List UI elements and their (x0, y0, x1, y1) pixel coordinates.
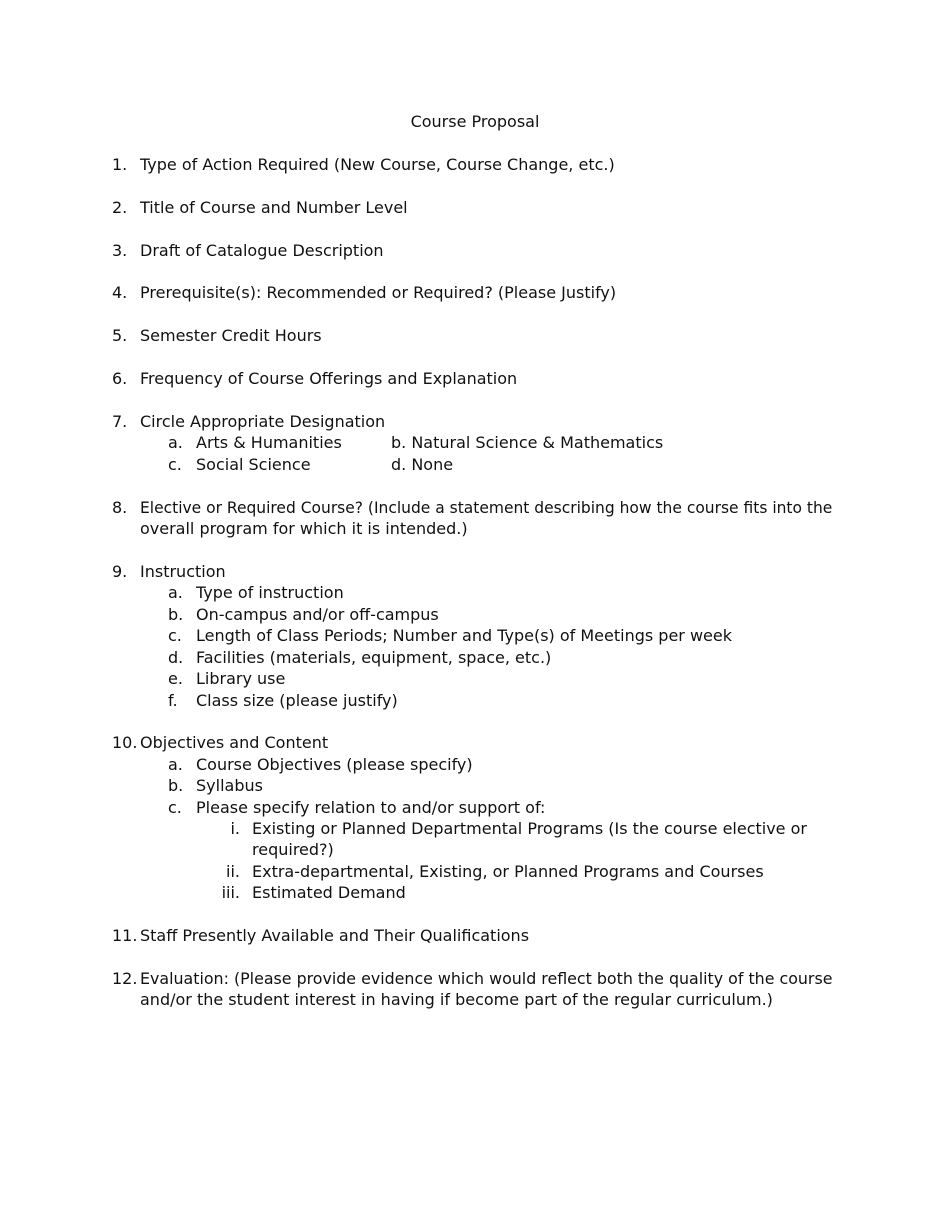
item-text: Prerequisite(s): Recommended or Required? (Please Justify) (140, 283, 617, 302)
item-number: 10. (112, 733, 138, 752)
sub-item-text: Course Objectives (please specify) (196, 755, 473, 774)
item-number: 1. (112, 155, 128, 174)
item-number: 3. (112, 241, 128, 260)
roman-numeral: iii. (221, 883, 240, 902)
roman-numeral: i. (230, 819, 240, 838)
sub-item-text: Length of Class Periods; Number and Type(s) of Meetings per week (196, 626, 733, 645)
item-number: 6. (112, 369, 128, 388)
item-number: 12. (112, 969, 138, 988)
sub-item-letter: c. (168, 626, 182, 645)
roman-item-text: Estimated Demand (252, 883, 406, 902)
item-text: Frequency of Course Offerings and Explanation (140, 369, 518, 388)
sub-item-text: Type of instruction (196, 583, 344, 602)
designation-text: Arts & Humanities (196, 433, 342, 452)
sub-item-text: Class size (please justify) (196, 691, 398, 710)
item-text: Draft of Catalogue Description (140, 241, 384, 260)
sub-item-letter: e. (168, 669, 183, 688)
roman-item-text: Existing or Planned Departmental Programs (Is the course elective or (252, 819, 807, 838)
item-number: 2. (112, 198, 128, 217)
designation-text: b. Natural Science & Mathematics (391, 433, 664, 452)
sub-item-letter: b. (168, 605, 184, 624)
item-number: 7. (112, 412, 128, 431)
item-text: Type of Action Required (New Course, Course Change, etc.) (140, 155, 615, 174)
designation-text: Social Science (196, 455, 311, 474)
sub-item-letter: f. (168, 691, 178, 710)
roman-item-text-continued: required?) (252, 840, 334, 859)
sub-item-text: Please specify relation to and/or support of: (196, 798, 546, 817)
item-number: 9. (112, 562, 128, 581)
item-number: 4. (112, 283, 128, 302)
sub-item-text: Facilities (materials, equipment, space, etc.) (196, 648, 552, 667)
item-text-continued: and/or the student interest in having if become part of the regular curriculum.) (140, 990, 773, 1009)
item-text: Instruction (140, 562, 226, 581)
item-text: Evaluation: (Please provide evidence which would reflect both the quality of the course (140, 969, 833, 988)
sub-item-letter: a. (168, 755, 183, 774)
roman-item-text: Extra-departmental, Existing, or Planned Programs and Courses (252, 862, 764, 881)
item-number: 8. (112, 498, 128, 517)
item-text: Circle Appropriate Designation (140, 412, 386, 431)
sub-item-text: Syllabus (196, 776, 263, 795)
designation-letter: a. (168, 433, 183, 452)
item-text: Objectives and Content (140, 733, 329, 752)
item-text: Staff Presently Available and Their Qualifications (140, 926, 530, 945)
page-title: Course Proposal (410, 112, 540, 131)
sub-item-letter: d. (168, 648, 184, 667)
item-text: Title of Course and Number Level (140, 198, 408, 217)
sub-item-text: Library use (196, 669, 286, 688)
item-text-continued: overall program for which it is intended.) (140, 519, 468, 538)
designation-text: d. None (391, 455, 454, 474)
sub-item-letter: a. (168, 583, 183, 602)
sub-item-letter: b. (168, 776, 184, 795)
item-text: Semester Credit Hours (140, 326, 322, 345)
sub-item-text: On-campus and/or off-campus (196, 605, 439, 624)
sub-item-letter: c. (168, 798, 182, 817)
item-text: Elective or Required Course? (Include a statement describing how the course fits into the (140, 498, 833, 517)
roman-numeral: ii. (226, 862, 240, 881)
item-number: 5. (112, 326, 128, 345)
designation-letter: c. (168, 455, 182, 474)
item-number: 11. (112, 926, 138, 945)
